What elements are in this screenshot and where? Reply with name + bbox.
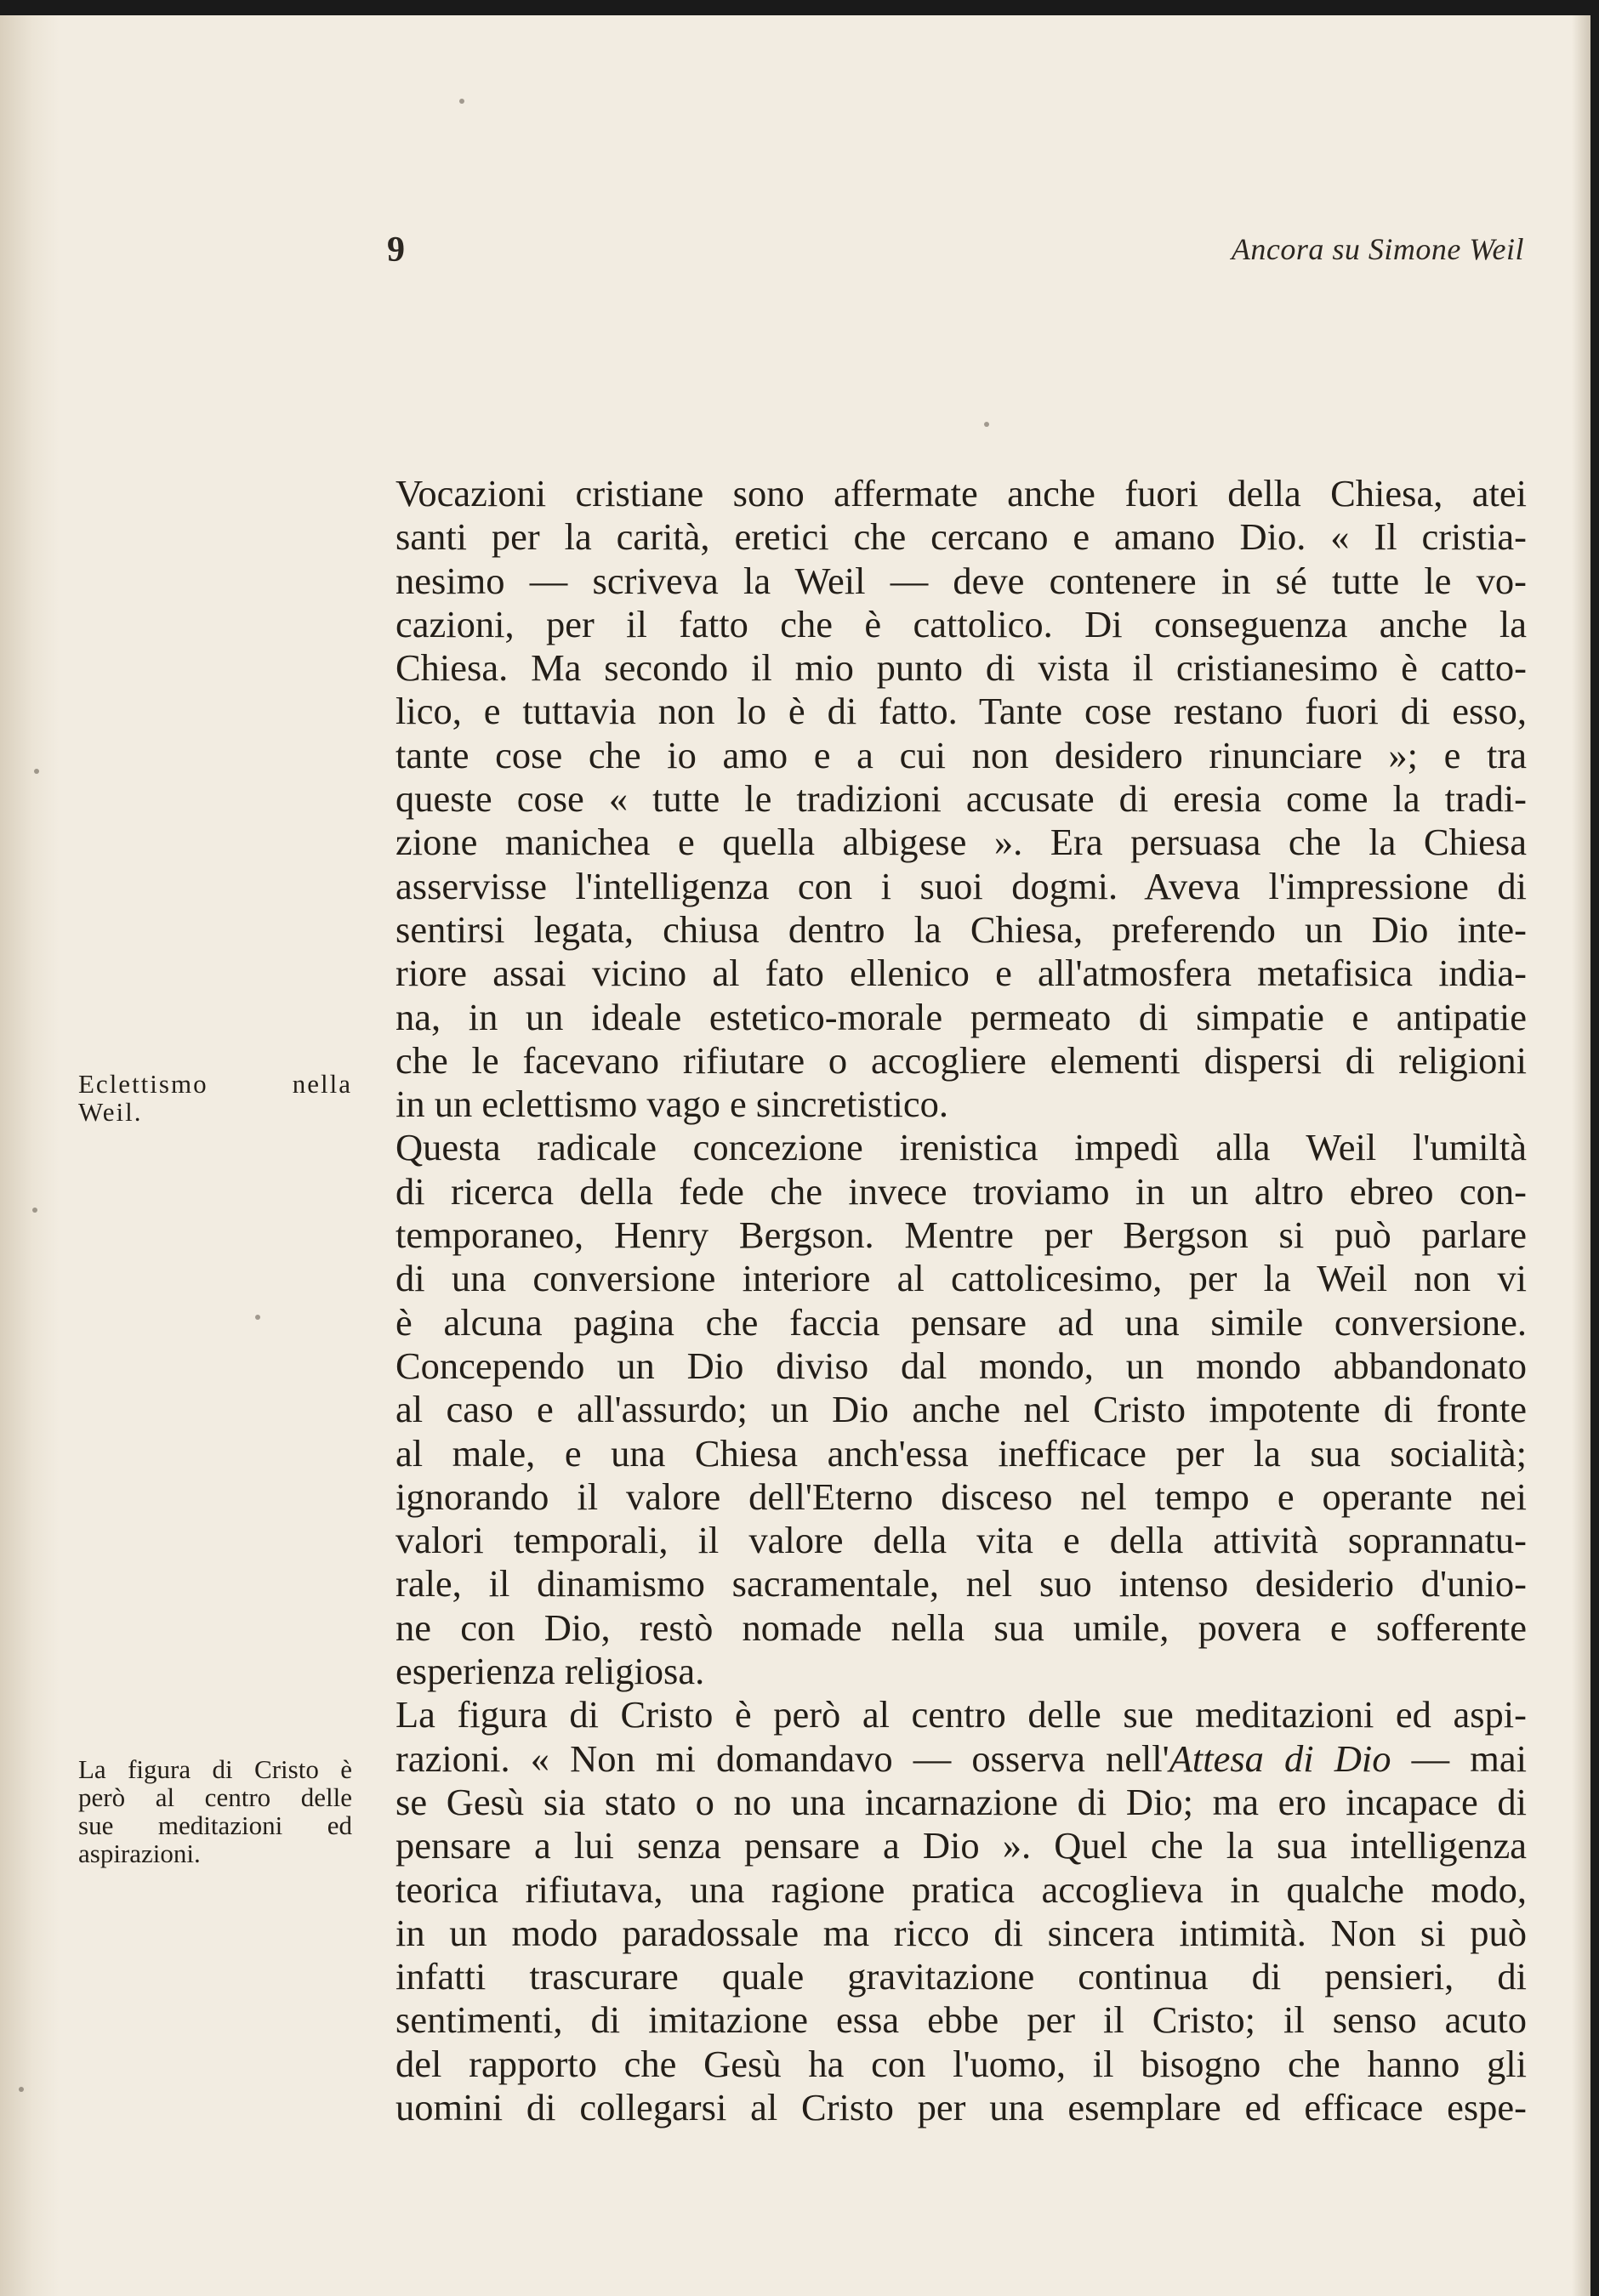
text-line: zione manichea e quella albigese ». Era persuasa che la Chiesa — [395, 821, 1527, 864]
text-line: uomini di collegarsi al Cristo per una esemplare ed efficace espe- — [395, 2085, 1527, 2128]
text-line: riore assai vicino al fato ellenico e all'atmosfera metafisica india- — [395, 952, 1527, 995]
text-line: è alcuna pagina che faccia pensare ad una simile conversione. — [395, 1300, 1527, 1344]
page-number: 9 — [387, 230, 405, 270]
text-line: valori temporali, il valore della vita e della attività soprannatu- — [395, 1519, 1527, 1562]
text-line: lico, e tuttavia non lo è di fatto. Tante cose restano fuori di esso, — [395, 690, 1527, 733]
margin-note-line: però al centro delle — [78, 1782, 352, 1812]
paper-speck — [984, 422, 989, 427]
text-line: sentimenti, di imitazione essa ebbe per il Cristo; il senso acuto — [395, 1998, 1527, 2042]
text-line: queste cose « tutte le tradizioni accusate di eresia come la tradi- — [395, 777, 1527, 821]
paper-speck — [32, 1208, 37, 1213]
text-line: in un modo paradossale ma ricco di sincera intimità. Non si può — [395, 1911, 1527, 1954]
book-title-attesa-di-dio: Attesa di Dio — [1169, 1736, 1391, 1780]
text-line: ne con Dio, restò nomade nella sua umile, povera e sofferente — [395, 1605, 1527, 1649]
paper-speck — [34, 769, 39, 774]
text-run: — mai — [1391, 1736, 1528, 1780]
margin-note-line: Weil. — [78, 1097, 143, 1127]
text-line: La figura di Cristo è però al centro delle sue meditazioni ed aspi- — [395, 1693, 1527, 1736]
text-line: cazioni, per il fatto che è cattolico. Di conseguenza anche la — [395, 602, 1527, 645]
text-line: temporaneo, Henry Bergson. Mentre per Bergson si può parlare — [395, 1213, 1527, 1257]
text-line: al male, e una Chiesa anch'essa inefficace per la sua socialità; — [395, 1431, 1527, 1475]
text-line: nesimo — scriveva la Weil — deve contenere in sé tutte le vo- — [395, 559, 1527, 602]
text-line-with-title — [395, 1737, 1527, 1781]
text-line: teorica rifiutava, una ragione pratica accoglieva in qualche modo, — [395, 1867, 1527, 1911]
text-line: santi per la carità, eretici che cercano e amano Dio. « Il cristia- — [395, 515, 1527, 559]
text-line: na, in un ideale estetico-morale permeato di simpatie e antipatie — [395, 995, 1527, 1038]
paper-speck — [255, 1315, 260, 1320]
paper-speck — [459, 99, 464, 104]
text-line: Questa radicale concezione irenistica impedì alla Weil l'umiltà — [395, 1126, 1527, 1169]
text-line: del rapporto che Gesù ha con l'uomo, il bisogno che hanno gli — [395, 2042, 1527, 2085]
text-line: tante cose che io amo e a cui non desidero rinunciare »; e tra — [395, 733, 1527, 776]
text-line: Vocazioni cristiane sono affermate anche fuori della Chiesa, atei — [395, 472, 1527, 514]
book-page — [0, 15, 1590, 2296]
text-line: al caso e all'assurdo; un Dio anche nel Cristo impotente di fronte — [395, 1388, 1527, 1431]
text-line: di ricerca della fede che invece troviamo in un altro ebreo con- — [395, 1169, 1527, 1213]
margin-note-line: La figura di Cristo è — [78, 1754, 352, 1784]
margin-note-line: aspirazioni. — [78, 1839, 201, 1868]
spine-shadow — [0, 15, 60, 2296]
text-line: che le facevano rifiutare o accogliere elementi dispersi di religioni — [395, 1038, 1527, 1082]
text-line: Chiesa. Ma secondo il mio punto di vista il cristianesimo è catto- — [395, 646, 1527, 690]
text-line: esperienza religiosa. — [395, 1650, 705, 1693]
margin-note-line: Eclettismo nella — [78, 1069, 352, 1099]
text-line: pensare a lui senza pensare a Dio ». Quel che la sua intelligenza — [395, 1824, 1527, 1867]
page-edge-shadow — [1572, 15, 1590, 2296]
paper-speck — [19, 2087, 24, 2092]
text-line: sentirsi legata, chiusa dentro la Chiesa, preferendo un Dio inte- — [395, 907, 1527, 951]
text-line: ignorando il valore dell'Eterno disceso nel tempo e operante nei — [395, 1475, 1527, 1518]
text-line: infatti trascurare quale gravitazione continua di pensieri, di — [395, 1955, 1527, 1998]
main-text-block — [395, 472, 1527, 2129]
running-title: Ancora su Simone Weil — [1231, 232, 1524, 266]
text-line: di una conversione interiore al cattolicesimo, per la Weil non vi — [395, 1257, 1527, 1300]
text-line: rale, il dinamismo sacramentale, nel suo intenso desiderio d'unio- — [395, 1562, 1527, 1605]
text-run: razioni. « Non mi domandavo — osserva nell' — [395, 1736, 1169, 1780]
text-line: se Gesù sia stato o no una incarnazione di Dio; ma ero incapace di — [395, 1780, 1527, 1823]
text-line: in un eclettismo vago e sincretistico. — [395, 1083, 949, 1126]
text-line: Concependo un Dio diviso dal mondo, un mondo abbandonato — [395, 1344, 1527, 1387]
margin-note-figura-di-cristo — [78, 1755, 352, 1867]
margin-note-line: sue meditazioni ed — [78, 1810, 352, 1840]
margin-note-eclettismo — [78, 1070, 352, 1126]
text-line: asservisse l'intelligenza con i suoi dogmi. Aveva l'impressione di — [395, 864, 1527, 907]
